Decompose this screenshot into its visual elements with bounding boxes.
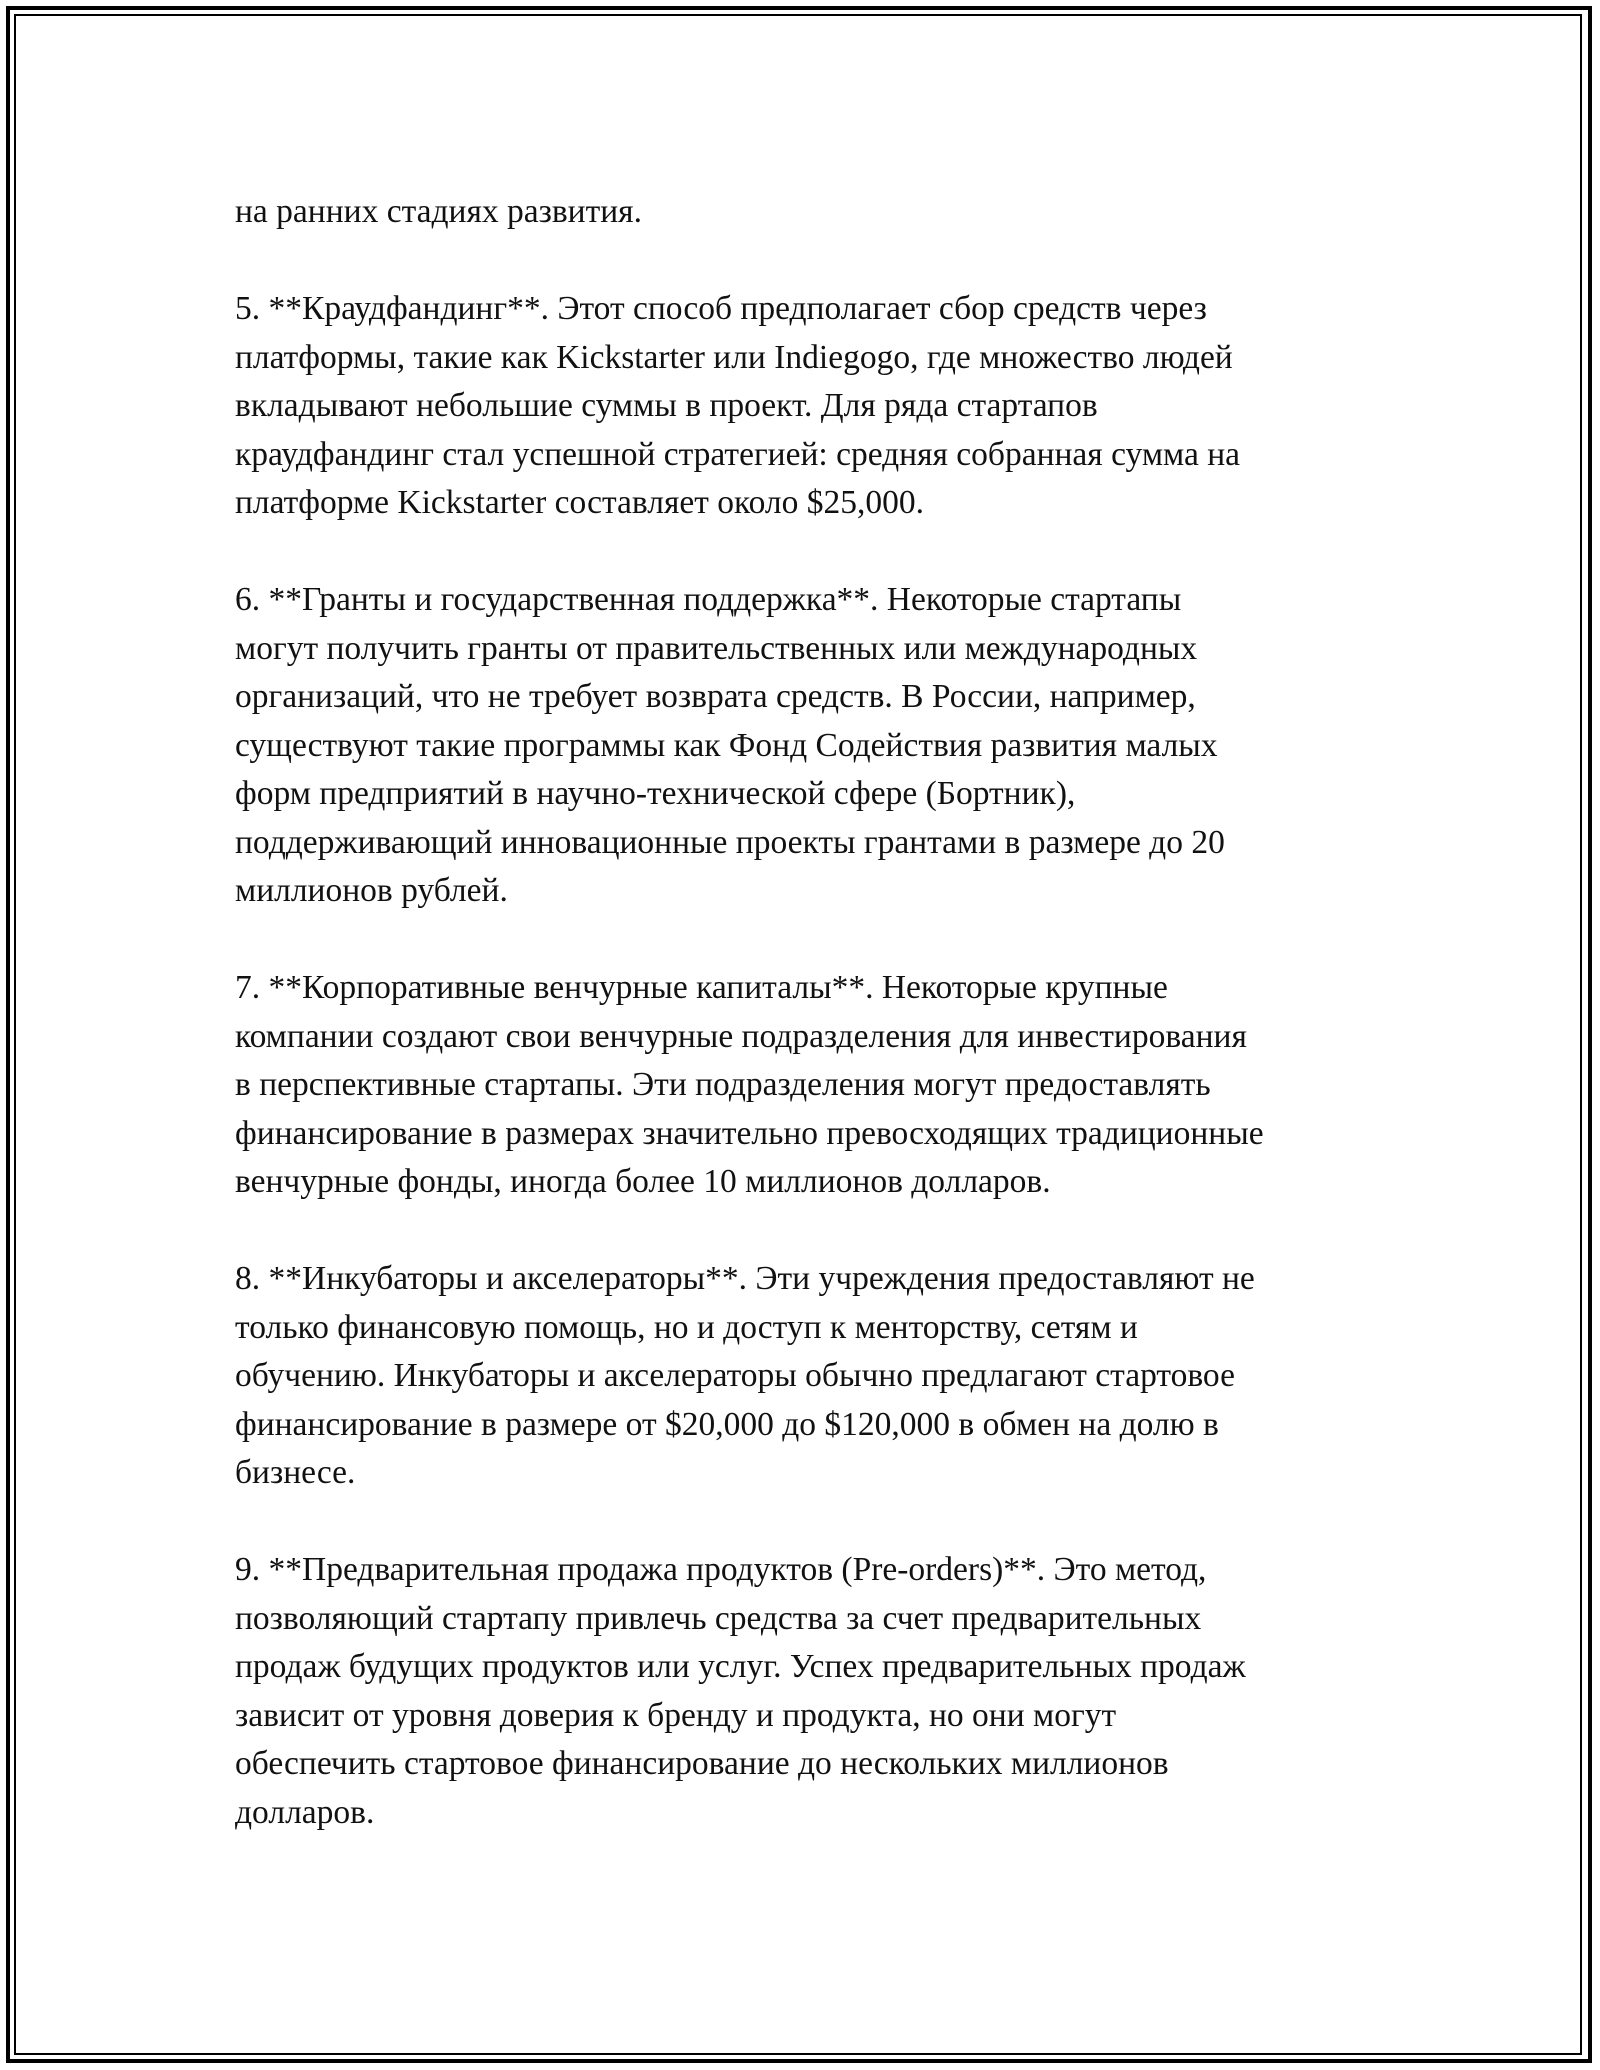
document-body	[235, 188, 1375, 1886]
paragraph-pre-orders: 9. **Предварительная продажа продуктов (Pre-orders)**. Это метод, позволяющий стартапу привлечь средства за счет предварительных продаж будущих продуктов или услуг. Успех предварительных продаж зависит от уровня доверия к бренду и продукта, но они могут обеспечить стартовое финансирование до нескольких миллионов долларов.	[235, 1551, 1246, 1831]
paragraph-corporate-venture: 7. **Корпоративные венчурные капиталы**. Некоторые крупные компании создают свои венчурные подразделения для инвестирования в перспективные стартапы. Эти подразделения могут предоставлять финансирование в размерах значительно превосходящих традиционные венчурные фонды, иногда более 10 миллионов долларов.	[235, 969, 1264, 1200]
paragraph-crowdfunding: 5. **Краудфандинг**. Этот способ предполагает сбор средств через платформы, такие как Kickstarter или Indiegogo, где множество людей вкладывают небольшие суммы в проект. Для ряда стартапов краудфандинг стал успешной стратегией: средняя собранная сумма на платформе Kickstarter составляет около $25,000.	[235, 290, 1241, 521]
paragraph-continuation: на ранних стадиях развития.	[235, 193, 642, 230]
paragraph-grants: 6. **Гранты и государственная поддержка**. Некоторые стартапы могут получить гранты от правительственных или международных организаций, что не требует возврата средств. В России, например, существуют такие программы как Фонд Содействия развития малых форм предприятий в научно-технической сфере (Бортник), поддерживающий инновационные проекты грантами в размере до 20 миллионов рублей.	[235, 581, 1225, 909]
paragraph-incubators: 8. **Инкубаторы и акселераторы**. Эти учреждения предоставляют не только финансовую помощь, но и доступ к менторству, сетям и обучению. Инкубаторы и акселераторы обычно предлагают стартовое финансирование в размере от $20,000 до $120,000 в обмен на долю в бизнесе.	[235, 1260, 1255, 1491]
